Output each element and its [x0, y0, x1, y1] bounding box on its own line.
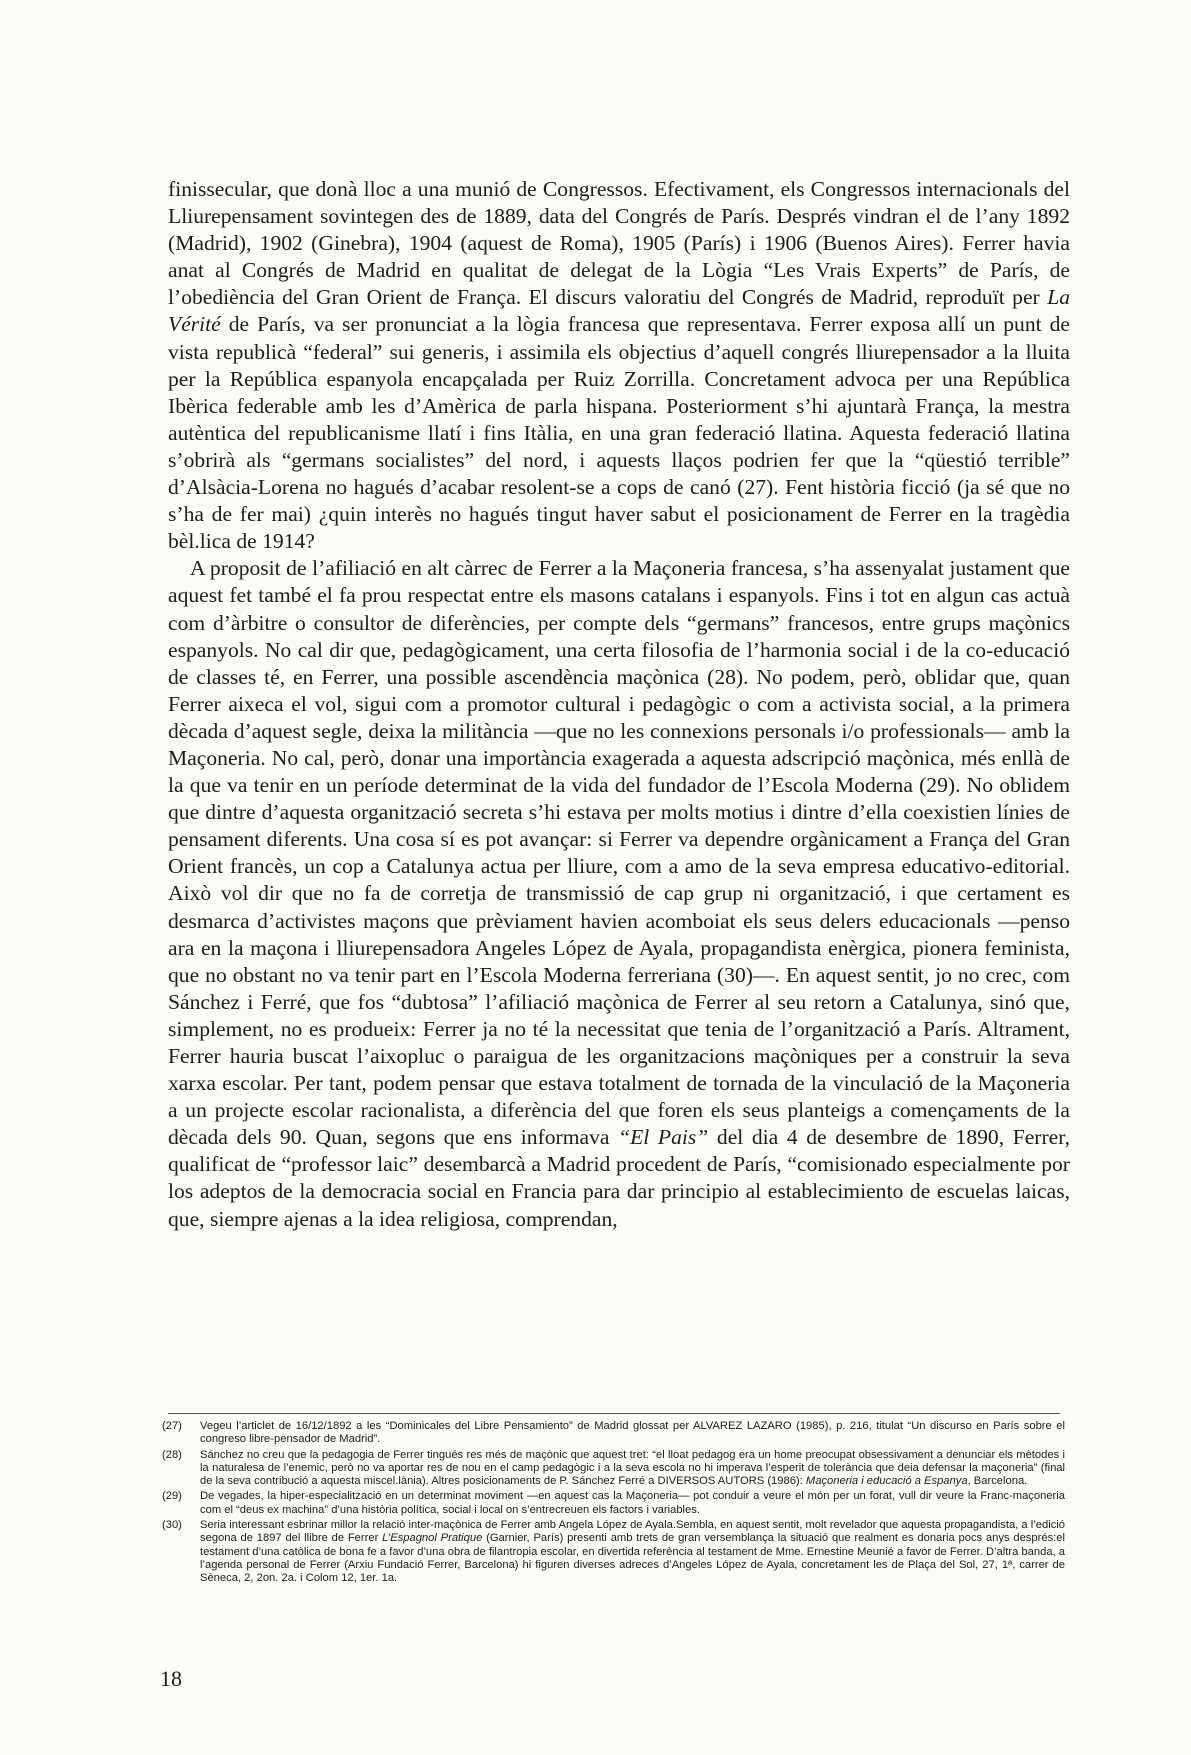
footnote-text: Seria interessant esbrinar millor la relació inter-maçònica de Ferrer amb Angela López de Ayala.Sembla, en aquest sentit, molt revelador que aquesta propagandista, a l’edició segona de 1897 del llibre de Ferrer	[200, 1519, 1065, 1545]
footnote-number: (29)	[162, 1490, 182, 1503]
footnote-29	[162, 1490, 1065, 1517]
paragraph-1-text-b: de París, va ser pronunciat a la lògia francesa que representava. Ferrer exposa allí un punt de vista republicà “federal” sui generis, i assimila els objectius d’aquell congrés lliurepensador a la lluita per la República espanyola encapçalada per Ruiz Zorrilla. Concretament advoca per una República Ibèrica federable amb les d’Amèrica de parla hispana. Posteriorment s’hi ajuntarà França, la mestra autèntica del republicanisme llatí i fins Itàlia, en una gran federació llatina. Aquesta federació llatina s’obrirà als “germans socialistes” del nord, i aquests llaços podrien fer que la “qüestió terrible” d’Alsàcia-Lorena no hagués d’acabar resolent-se a cops de canó (27). Fent història ficció (ja sé que no s’ha de fer mai) ¿quin interès no hagués tingut haver sabut el posicionament de Ferrer en la tragèdia bèl.lica de 1914?	[168, 312, 1070, 554]
footnote-text: Sánchez no creu que la pedagogia de Ferrer tingués res més de maçònic que aquest tret: “el lloat pedagog era un home preocupat obsessivament a denunciar els mètodes i la naturalesa de l’enemic, però no va aportar res de nou en el camp pedagògic i a la seva escola no hi imperava l’esperit de tolerància que deia defensar la maçoneria” (final de la seva contribució a aquesta miscel.lània). Altres posicionaments de P. Sánchez Ferré a DIVERSOS AUTORS (1986):	[200, 1448, 1065, 1488]
footnote-27	[162, 1420, 1065, 1447]
footnote-30	[162, 1519, 1065, 1585]
footnote-book-title: L’Espagnol Pratique	[382, 1532, 483, 1545]
footnote-book-title: Maçoneria i educació a Espanya	[805, 1475, 968, 1488]
title-el-pais: “El Pais”	[618, 1125, 709, 1150]
paragraph-2-text-a: A proposit de l’afiliació en alt càrrec de Ferrer a la Maçoneria francesa, s’ha assenyalat justament que aquest fet també el fa prou respectat entre els masons catalans i espanyols. Fins i tot en algun cas actuà com d’àrbitre o consultor de diferències, per compte dels “germans” francesos, entre grups maçònics espanyols. No cal dir que, pedagògicament, una certa filosofia de l’harmonia social i de la co-educació de classes té, en Ferrer, una possible ascendència maçònica (28). No podem, però, oblidar que, quan Ferrer aixeca el vol, sigui com a promotor cultural i pedagògic o com a activista social, a la primera dècada d’aquest segle, deixa la militància —que no les connexions personals i/o professionals— amb la Maçoneria. No cal, però, donar una importància exagerada a aquesta adscripció maçònica, més enllà de la que va tenir en un període determinat de la vida del fundador de l’Escola Moderna (29). No oblidem que dintre d’aquesta organització secreta s’hi estava per molts motius i dintre d’ella coexistien línies de pensament diferents. Una cosa sí es pot avançar: si Ferrer va dependre orgànicament a França del Gran Orient francès, un cop a Catalunya actua per lliure, com a amo de la seva empresa educativo-editorial. Això vol dir que no fa de corretja de transmissió de cap grup ni organització, i que certament es desmarca d’activistes maçons que prèviament havien acomboiat els seus delers educacionals —penso ara en la maçona i lliurepensadora Angeles López de Ayala, propagandista enèrgica, pionera feminista, que no obstant no va tenir part en l’Escola Moderna ferreriana (30)—. En aquest sentit, jo no crec, com Sánchez i Ferré, que fos “dubtosa” l’afiliació maçònica de Ferrer al seu retorn a Catalunya, sinó que, simplement, no es produeix: Ferrer ja no té la necessitat que tenia de l’organització a París. Altrament, Ferrer hauria buscat l’aixopluc o paraigua de les organitzacions maçòniques per a construir la seva xarxa escolar. Per tant, podem pensar que estava totalment de tornada de la vinculació de la Maçoneria a un projecte escolar racionalista, a diferència del que foren els seus planteigs a començaments de la dècada dels 90. Quan, segons que ens informava	[168, 556, 1070, 1150]
paragraph-2-text-b: del dia 4 de desembre de 1890, Ferrer, qualificat de “professor laic” desembarcà a Madrid procedent de París, “comisionado especialmente por los adeptos de la democracia social en Francia para dar principio al establecimiento de escuelas laicas, que, siempre ajenas a la idea religiosa, comprendan,	[168, 1125, 1070, 1231]
footnote-28	[162, 1449, 1065, 1489]
footnote-text: Vegeu l’articlet de 16/12/1892 a les “Dominicales del Libre Pensamiento” de Madrid glossat per ALVAREZ LAZARO (1985), p. 216, titulat “Un discurso en París sobre el congreso libre-pensador de Madrid”.	[200, 1420, 1065, 1446]
paragraph-1	[168, 176, 1070, 555]
footnote-text-end: , Barcelona.	[967, 1475, 1028, 1488]
footnote-number: (27)	[162, 1420, 182, 1432]
footnote-number: (28)	[162, 1448, 182, 1461]
paragraph-2	[168, 555, 1070, 1232]
title-la-verite: La Vérité	[168, 285, 1070, 337]
footnote-text-end: (Garnier, París) presenti amb trets de gran versemblança la situació que realment es donaria pocs anys després:el testament d’una catòlica de bona fe a favor d’una obra de filantropia escolar, en divertida referència al testament de Mme. Ernestine Meunié a favor de Ferrer. D’altra banda, a l’agenda personal de Ferrer (Arxiu Fundació Ferrer, Barcelona) hi figuren diverses adreces d’Angeles López de Ayala, concretament les de Plaça del Sol, 27, 1ª, carrer de Sèneca, 2, 2on. 2a. i Colom 12, 1er. 1a.	[200, 1532, 1065, 1585]
paragraph-1-text-a: finissecular, que donà lloc a una munió de Congressos. Efectivament, els Congressos internacionals del Lliurepensament sovintegen des de 1889, data del Congrés de París. Després vindran el de l’any 1892 (Madrid), 1902 (Ginebra), 1904 (aquest de Roma), 1905 (París) i 1906 (Buenos Aires). Ferrer havia anat al Congrés de Madrid en qualitat de delegat de la Lògia “Les Vrais Experts” de París, de l’obediència del Gran Orient de França. El discurs valoratiu del Congrés de Madrid, reproduït per	[168, 177, 1070, 310]
footnote-text: De vegades, la hiper-especialització en un determinat moviment —en aquest cas la Maçoneria— pot conduir a veure el món per un forat, vull dir veure la Franc-maçoneria com el “deus ex machina” d’una història política, social i local on s’entrecreuen els factors i variables.	[200, 1490, 1065, 1516]
body-text	[168, 176, 1070, 1233]
page-number: 18	[160, 1666, 182, 1691]
footnote-separator	[168, 1413, 1060, 1414]
footnotes	[162, 1420, 1065, 1588]
footnote-number: (30)	[162, 1519, 182, 1532]
